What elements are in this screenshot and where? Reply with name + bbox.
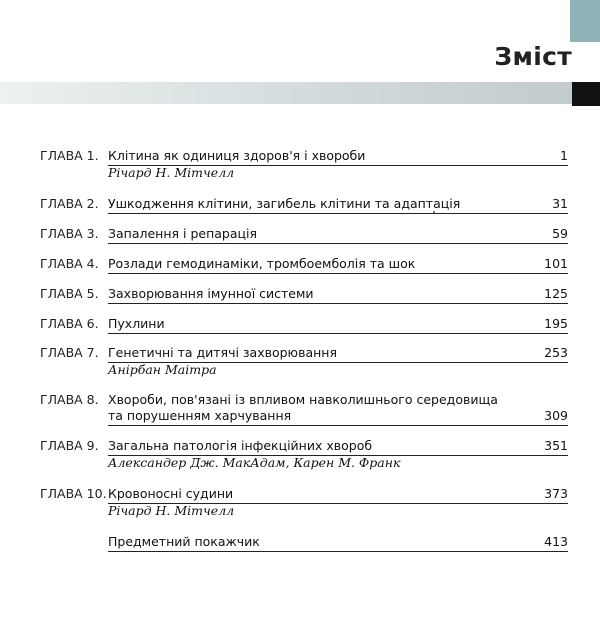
- chapter-title: Генетичні та дитячі захворювання: [108, 345, 337, 360]
- chapter-author: Анірбан Маітра: [108, 362, 217, 377]
- chapter-title-line-2: та порушенням харчування: [108, 408, 292, 423]
- chapter-page: 351: [544, 438, 568, 453]
- chapter-page: 101: [544, 256, 568, 271]
- chapter-author: Річард Н. Мітчелл: [108, 503, 235, 518]
- chapter-label: ГЛАВА 2.: [40, 196, 99, 211]
- chapter-title: Клітина як одиниця здоров'я і хвороби: [108, 148, 366, 163]
- chapter-title-line: [108, 316, 568, 334]
- chapter-title: Розлади гемодинаміки, тромбоемболія та шок: [108, 256, 416, 271]
- chapter-title-line: [108, 486, 568, 504]
- index-title: Предметний покажчик: [108, 534, 260, 549]
- chapter-label: ГЛАВА 10.: [40, 486, 107, 501]
- index-page: 413: [544, 534, 568, 549]
- chapter-title: Запалення і репарація: [108, 226, 258, 241]
- chapter-label: ГЛАВА 7.: [40, 345, 99, 360]
- corner-tab: [570, 0, 600, 42]
- stray-dot: [433, 211, 435, 213]
- chapter-author: Річард Н. Мітчелл: [108, 165, 235, 180]
- header-band-block: [572, 82, 600, 106]
- chapter-title-line: [108, 438, 568, 456]
- chapter-page: 125: [544, 286, 568, 301]
- chapter-page: 309: [544, 408, 568, 423]
- chapter-title-line: [108, 286, 568, 304]
- chapter-page: 31: [552, 196, 568, 211]
- chapter-title: Ушкодження клітини, загибель клітини та адаптація: [108, 196, 461, 211]
- chapter-title-line: [108, 148, 568, 166]
- chapter-title-line: [108, 196, 568, 214]
- chapter-title: Захворювання імунної системи: [108, 286, 314, 301]
- chapter-author: Александер Дж. МакАдам, Карен М. Франк: [108, 455, 401, 470]
- chapter-label: ГЛАВА 6.: [40, 316, 99, 331]
- chapter-page: 195: [544, 316, 568, 331]
- chapter-title-line: [108, 345, 568, 363]
- chapter-label: ГЛАВА 5.: [40, 286, 99, 301]
- chapter-title: Кровоносні судини: [108, 486, 234, 501]
- chapter-title: Пухлини: [108, 316, 165, 331]
- chapter-page: 253: [544, 345, 568, 360]
- chapter-label: ГЛАВА 4.: [40, 256, 99, 271]
- header-band: [0, 82, 572, 104]
- chapter-title-line: [108, 226, 568, 244]
- chapter-label: ГЛАВА 3.: [40, 226, 99, 241]
- chapter-page: 373: [544, 486, 568, 501]
- chapter-page: 1: [560, 148, 568, 163]
- chapter-title-line-1: Хвороби, пов'язані із впливом навколишнього середовища: [108, 392, 498, 407]
- chapter-page: 59: [552, 226, 568, 241]
- chapter-label: ГЛАВА 9.: [40, 438, 99, 453]
- chapter-title-line: [108, 408, 568, 426]
- chapter-title-line: [108, 256, 568, 274]
- chapter-title: Загальна патологія інфекційних хвороб: [108, 438, 373, 453]
- chapter-label: ГЛАВА 8.: [40, 392, 99, 407]
- chapter-label: ГЛАВА 1.: [40, 148, 99, 163]
- page-title: Зміст: [494, 42, 572, 71]
- index-title-line: [108, 534, 568, 552]
